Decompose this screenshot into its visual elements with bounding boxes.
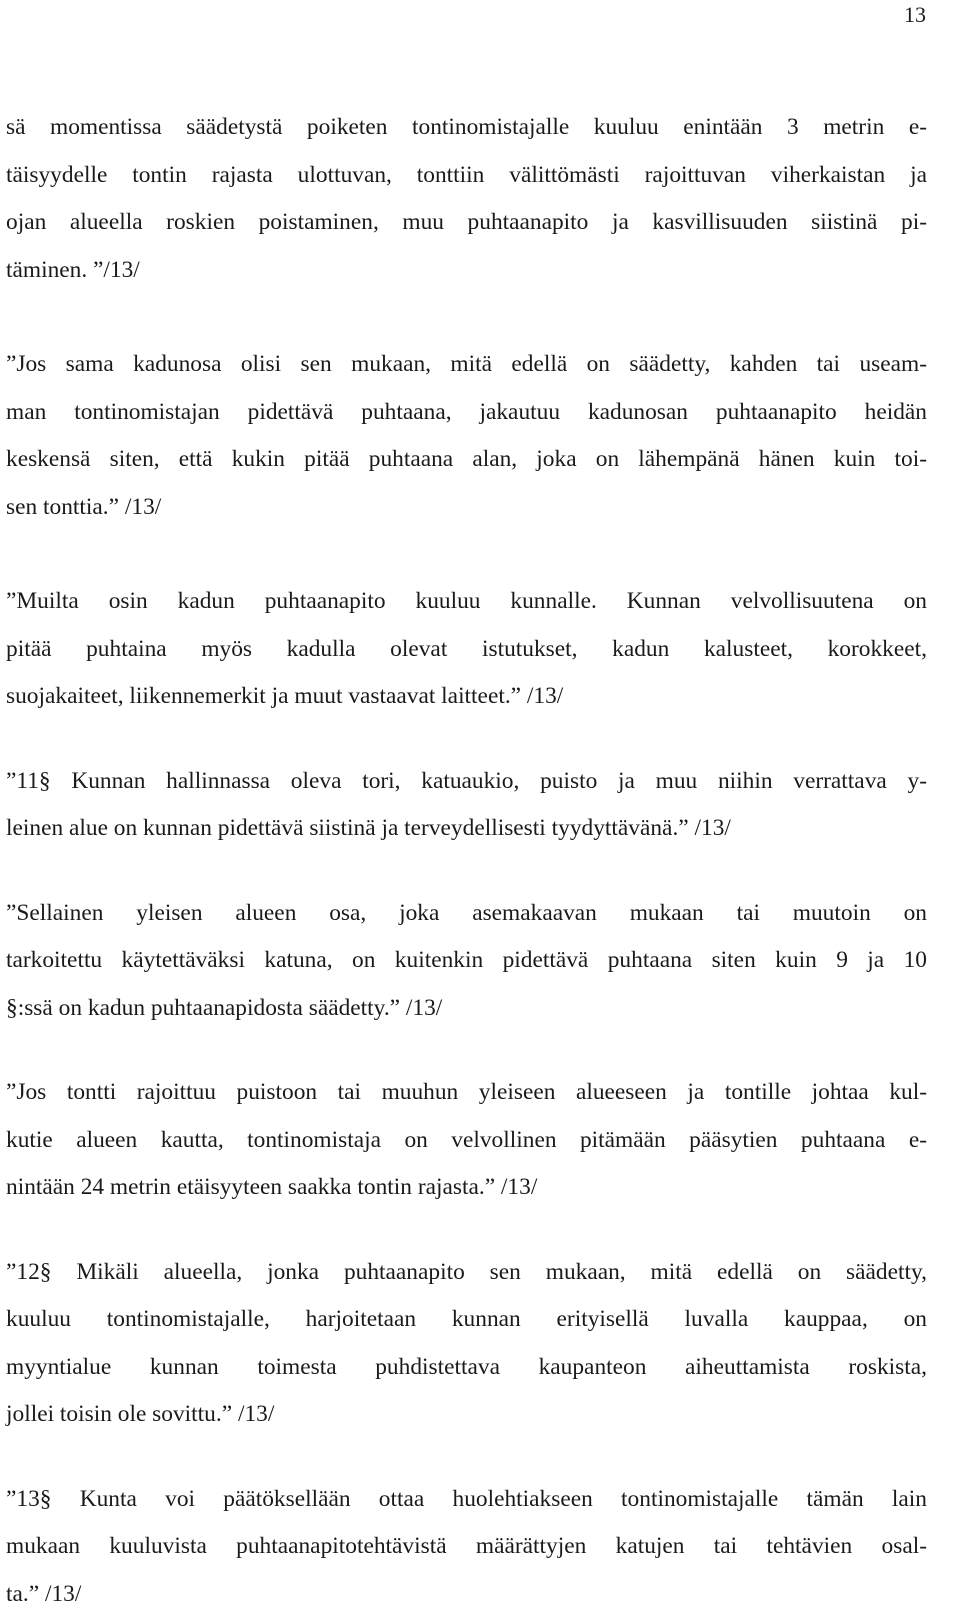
paragraph bbox=[6, 890, 927, 1033]
text-line: sä momentissa säädetystä poiketen tontinomistajalle kuuluu enintään 3 metrin e- bbox=[6, 114, 927, 140]
page-number: 13 bbox=[904, 2, 926, 27]
text-line: ojan alueella roskien poistaminen, muu puhtaanapito ja kasvillisuuden siistinä pi- bbox=[6, 209, 927, 235]
paragraph bbox=[6, 1476, 927, 1619]
text-line: kutie alueen kautta, tontinomistaja on velvollinen pitämään pääsytien puhtaana e- bbox=[6, 1126, 927, 1153]
text-line: leinen alue on kunnan pidettävä siistinä ja terveydellisesti tyydyttävänä.” /13/ bbox=[6, 815, 731, 841]
text-line: ”Jos sama kadunosa olisi sen mukaan, mitä edellä on säädetty, kahden tai useam- bbox=[6, 351, 927, 377]
text-line: nintään 24 metrin etäisyyteen saakka tontin rajasta.” /13/ bbox=[6, 1174, 538, 1200]
text-line: ”Jos tontti rajoittuu puistoon tai muuhun yleiseen alueeseen ja tontille johtaa kul- bbox=[6, 1079, 927, 1105]
paragraph bbox=[6, 758, 927, 853]
text-line: mukaan kuuluvista puhtaanapitotehtävistä määrättyjen katujen tai tehtävien osal- bbox=[6, 1533, 927, 1559]
paragraph bbox=[6, 104, 927, 294]
text-line: keskensä siten, että kukin pitää puhtaana alan, joka on lähempänä hänen kuin toi- bbox=[6, 446, 927, 472]
text-line: ta.” /13/ bbox=[6, 1580, 82, 1607]
text-line: jollei toisin ole sovittu.” /13/ bbox=[6, 1401, 275, 1427]
paragraph bbox=[6, 1249, 927, 1439]
paragraph bbox=[6, 578, 927, 721]
text-line: tarkoitettu käytettäväksi katuna, on kuitenkin pidettävä puhtaana siten kuin 9 ja 10 bbox=[6, 947, 927, 973]
text-line: ”12§ Mikäli alueella, jonka puhtaanapito sen mukaan, mitä edellä on säädetty, bbox=[6, 1258, 927, 1285]
paragraph bbox=[6, 1069, 927, 1212]
text-line: myyntialue kunnan toimesta puhdistettava kaupanteon aiheuttamista roskista, bbox=[6, 1353, 927, 1380]
document-body bbox=[6, 104, 927, 1618]
text-line: ”13§ Kunta voi päätöksellään ottaa huolehtiakseen tontinomistajalle tämän lain bbox=[6, 1485, 927, 1512]
text-line: man tontinomistajan pidettävä puhtaana, jakautuu kadunosan puhtaanapito heidän bbox=[6, 398, 927, 425]
paragraph bbox=[6, 341, 927, 531]
text-line: ”Muilta osin kadun puhtaanapito kuuluu kunnalle. Kunnan velvollisuutena on bbox=[6, 588, 927, 614]
text-line: ”11§ Kunnan hallinnassa oleva tori, katuaukio, puisto ja muu niihin verrattava y- bbox=[6, 767, 927, 794]
text-line: sen tonttia.” /13/ bbox=[6, 493, 162, 520]
text-line: täisyydelle tontin rajasta ulottuvan, tonttiin välittömästi rajoittuvan viherkaistan ja bbox=[6, 161, 927, 188]
text-line: kuuluu tontinomistajalle, harjoitetaan kunnan erityisellä luvalla kauppaa, on bbox=[6, 1306, 927, 1332]
text-line: täminen. ”/13/ bbox=[6, 256, 140, 283]
text-line: pitää puhtaina myös kadulla olevat istutukset, kadun kalusteet, korokkeet, bbox=[6, 635, 927, 662]
text-line: ”Sellainen yleisen alueen osa, joka asemakaavan mukaan tai muutoin on bbox=[6, 899, 927, 926]
text-line: §:ssä on kadun puhtaanapidosta säädetty.” /13/ bbox=[6, 994, 443, 1021]
text-line: suojakaiteet, liikennemerkit ja muut vastaavat laitteet.” /13/ bbox=[6, 683, 564, 709]
